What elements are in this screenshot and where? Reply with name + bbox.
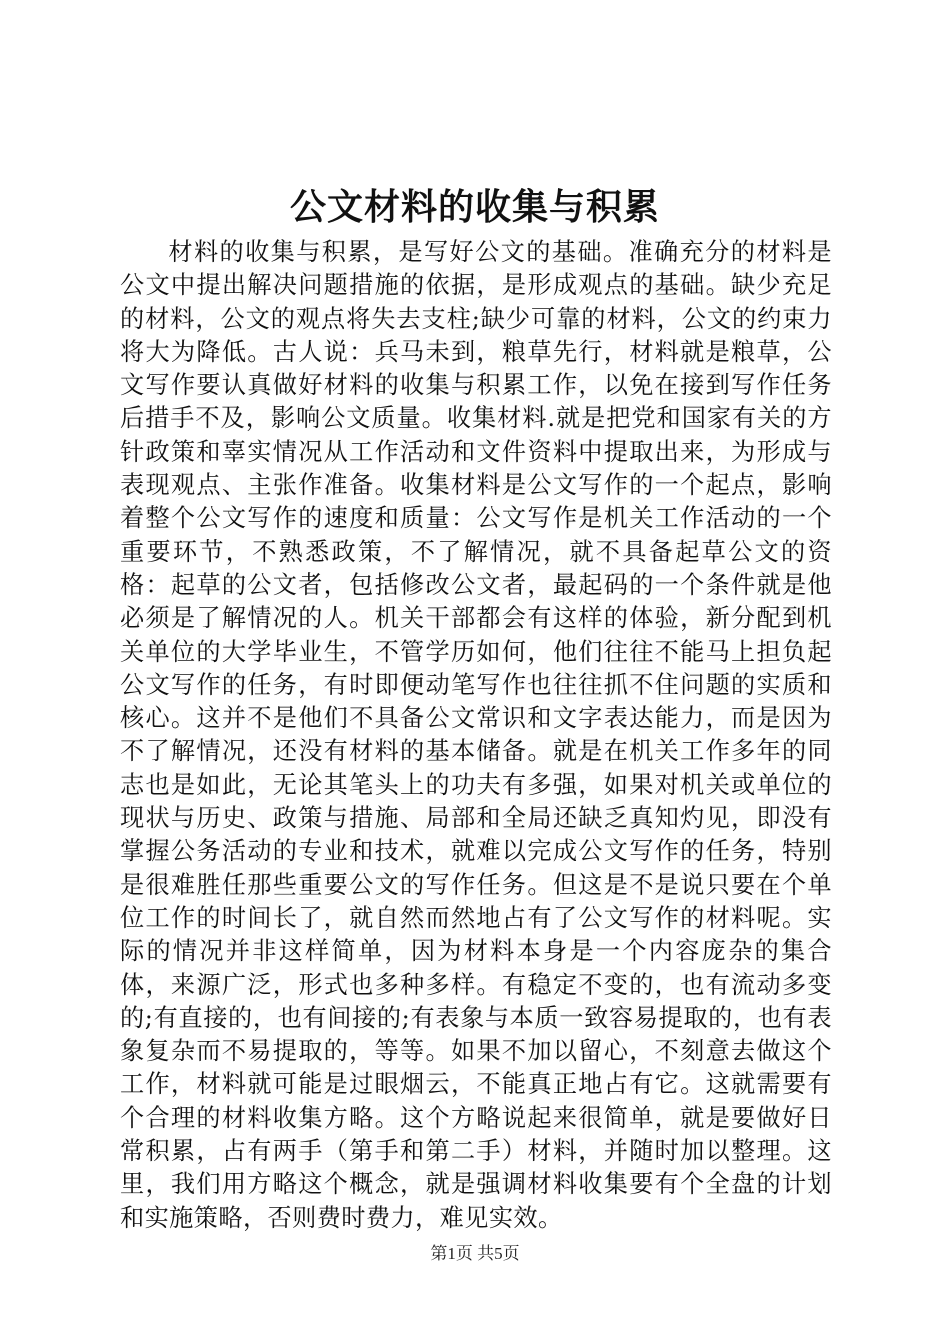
document-title: 公文材料的收集与积累 <box>289 187 660 228</box>
body-paragraph: 材料的收集与积累，是写好公文的基础。准确充分的材料是公文中提出解决问题措施的依据，是形成观点的基础。缺少充足的材料，公文的观点将失去支柱;缺少可靠的材料，公文的约束力将大为降低。古人说：兵马未到，粮草先行，材料就是粮草，公文写作要认真做好材料的收集与积累工作，以免在接到写作任务后措手不及，影响公文质量。收集材料.就是把党和国家有关的方针政策和辜实情况从工作活动和文件资料中提取出来，为形成与表现观点、主张作准备。收集材料是公文写作的一个起点，影响着整个公文写作的速度和质量：公文写作是机关工作活动的一个重要环节，不熟悉政策，不了解情况，就不具备起草公文的资格：起草的公文者，包括修改公文者，最起码的一个条件就是他必须是了解情况的人。机关干部都会有这样的体验，新分配到机关单位的大学毕业生，不管学历如何，他们往往不能马上担负起公文写作的任务，有时即便动笔写作也往往抓不住问题的实质和核心。这并不是他们不具备公文常识和文字表达能力，而是因为不了解情况，还没有材料的基本储备。就是在机关工作多年的同志也是如此，无论其笔头上的功夫有多强，如果对机关或单位的现状与历史、政策与措施、局部和全局还缺乏真知灼见，即没有掌握公务活动的专业和技术，就难以完成公文写作的任务，特别是很难胜任那些重要公文的写作任务。但这是不是说只要在个单位工作的时间长了，就自然而然地占有了公文写作的材料呢。实际的情况并非这样简单，因为材料本身是一个内容庞杂的集合体，来源广泛，形式也多种多样。有稳定不变的，也有流动多变的;有直接的，也有间接的;有表象与本质一致容易提取的，也有表象复杂而不易提取的，等等。如果不加以留心，不刻意去做这个工作，材料就可能是过眼烟云，不能真正地占有它。这就需要有个合理的材料收集方略。这个方略说起来很简单，就是要做好日常积累，占有两手（第手和第二手）材料，并随时加以整理。这里，我们用方略这个概念，就是强调材料收集要有个全盘的计划和实施策略，否则费时费力，难见实效。 <box>120 238 832 1232</box>
page-indicator: 第1页 共5页 <box>430 1244 520 1263</box>
